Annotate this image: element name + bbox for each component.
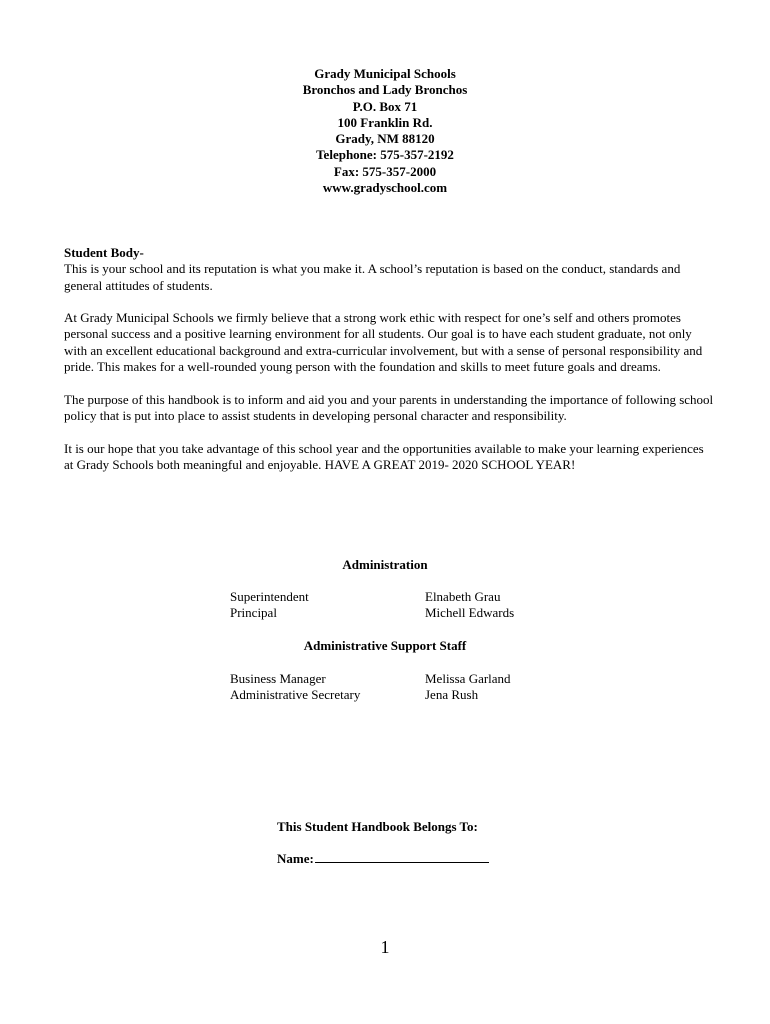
role-label: Administrative Secretary [230, 687, 361, 702]
paragraph-purpose: The purpose of this handbook is to inform and aid you and your parents in understanding the importance of following school policy that is put into place to assist students in developing personal character and responsibility. [64, 391, 714, 423]
paragraph-work-ethic: At Grady Municipal Schools we firmly believe that a strong work ethic with respect for one’s self and others promotes personal success and a positive learning environment for all students. Our goal is to have each student graduate, not only with an excellent educational background and extra-curricular involvement, but with a sense of personal responsibility and pride. This makes for a well-rounded young person with the foundation and skills to meet future goals and dreams. [64, 310, 703, 375]
paragraph-reputation: This is your school and its reputation is what you make it. A school’s reputation is based on the conduct, standards and general attitudes of students. [64, 261, 681, 293]
school-name: Grady Municipal Schools [314, 66, 456, 81]
name-blank-line[interactable] [315, 851, 489, 863]
staff-row-administrative-secretary [230, 687, 630, 703]
street-address: 100 Franklin Rd. [337, 114, 433, 130]
po-box: P.O. Box 71 [352, 98, 418, 114]
fax: Fax: 575-357-2000 [333, 163, 437, 179]
student-body-section [64, 245, 714, 489]
mascot-line: Bronchos and Lady Bronchos [302, 82, 468, 98]
role-label: Principal [230, 605, 277, 620]
name-field[interactable] [277, 851, 489, 867]
person-name: Melissa Garland [425, 671, 511, 686]
school-letterhead [0, 66, 770, 196]
administration-heading: Administration [342, 557, 428, 572]
paragraph-hope: It is our hope that you take advantage of this school year and the opportunities available to make your learning experiences at Grady Schools both meaningful and enjoyable. HAVE A GREAT 2019- 2020 SCHOOL YEAR! [64, 440, 704, 472]
person-name: Elnabeth Grau [425, 589, 501, 604]
belongs-to-label: This Student Handbook Belongs To: [277, 819, 478, 834]
staff-row-business-manager [230, 671, 630, 687]
support-staff-heading: Administrative Support Staff [303, 638, 467, 653]
role-label: Business Manager [230, 671, 326, 686]
section-title: Student Body- [64, 245, 144, 260]
person-name: Michell Edwards [425, 605, 515, 620]
website: www.gradyschool.com [322, 180, 448, 196]
name-label: Name: [277, 851, 314, 866]
admin-row-principal [230, 605, 630, 621]
page-number: 1 [380, 937, 390, 957]
telephone: Telephone: 575-357-2192 [316, 147, 454, 163]
city-state-zip: Grady, NM 88120 [335, 131, 435, 147]
admin-row-superintendent [230, 589, 630, 605]
role-label: Superintendent [230, 589, 309, 604]
person-name: Jena Rush [425, 687, 479, 702]
